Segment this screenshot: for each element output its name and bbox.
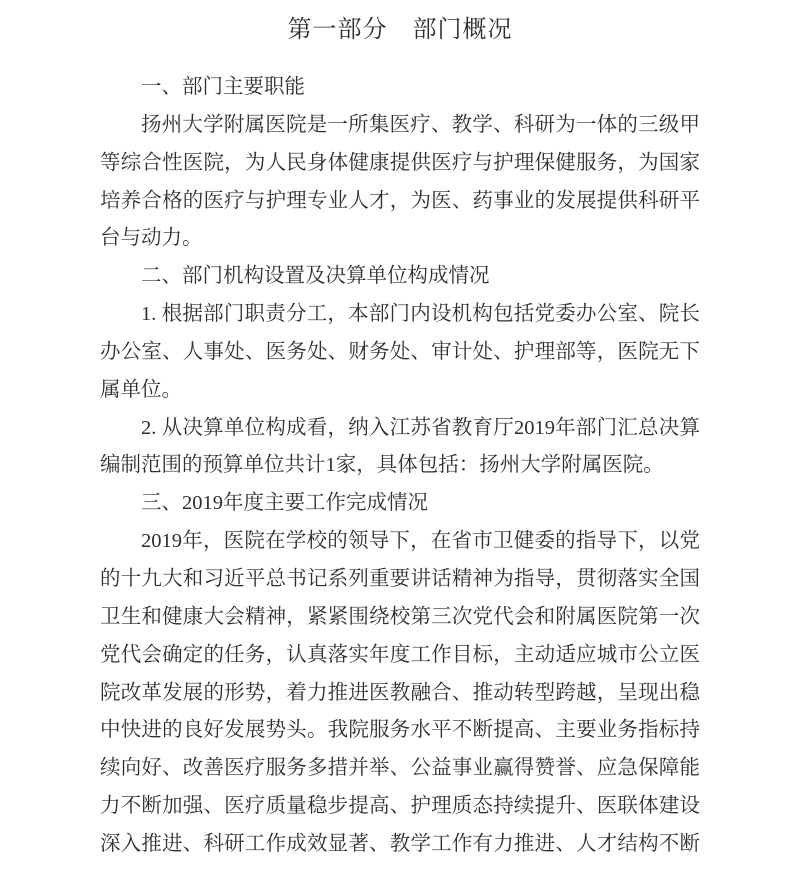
paragraph-line: 属单位。 [100, 378, 182, 401]
paragraph-line: 的十九大和习近平总书记系列重要讲话精神为指导，贯彻落实全国 [100, 567, 700, 590]
paragraph-line: 中快进的良好发展势头。我院服务水平不断提高、主要业务指标持 [100, 719, 700, 742]
paragraph-line: 编制范围的预算单位共计1家，具体包括：扬州大学附属医院。 [100, 454, 664, 477]
paragraph-line: 深入推进、科研工作成效显著、教学工作有力推进、人才结构不断 [100, 832, 700, 855]
document-title: 第一部分 部门概况 [287, 17, 513, 43]
paragraph-line: 办公室、人事处、医务处、财务处、审计处、护理部等，医院无下 [100, 340, 700, 363]
paragraph-line: 党代会确定的任务，认真落实年度工作目标，主动适应城市公立医 [100, 643, 700, 666]
paragraph-line: 台与动力。 [100, 227, 203, 250]
section-heading: 三、2019年度主要工作完成情况 [141, 492, 428, 515]
section-heading: 二、部门机构设置及决算单位构成情况 [141, 265, 490, 288]
paragraph-line: 培养合格的医疗与护理专业人才，为医、药事业的发展提供科研平 [100, 189, 700, 212]
paragraph-line: 2. 从决算单位构成看，纳入江苏省教育厅2019年部门汇总决算 [141, 416, 700, 439]
section-heading: 一、部门主要职能 [141, 76, 305, 98]
paragraph-line: 2019年，医院在学校的领导下，在省市卫健委的指导下，以党 [141, 530, 700, 553]
paragraph-line: 力不断加强、医疗质量稳步提高、护理质态持续提升、医联体建设 [100, 795, 700, 818]
paragraph-line: 院改革发展的形势，着力推进医教融合、推动转型跨越，呈现出稳 [100, 681, 700, 704]
document-body [100, 69, 700, 864]
paragraph-line: 等综合性医院，为人民身体健康提供医疗与护理保健服务，为国家 [100, 151, 700, 174]
paragraph-line: 卫生和健康大会精神，紧紧围绕校第三次党代会和附属医院第一次 [100, 605, 700, 628]
paragraph-line: 1. 根据部门职责分工，本部门内设机构包括党委办公室、院长 [141, 303, 700, 326]
paragraph-line: 续向好、改善医疗服务多措并举、公益事业赢得赞誉、应急保障能 [100, 757, 700, 780]
paragraph-line: 扬州大学附属医院是一所集医疗、教学、科研为一体的三级甲 [141, 113, 700, 136]
